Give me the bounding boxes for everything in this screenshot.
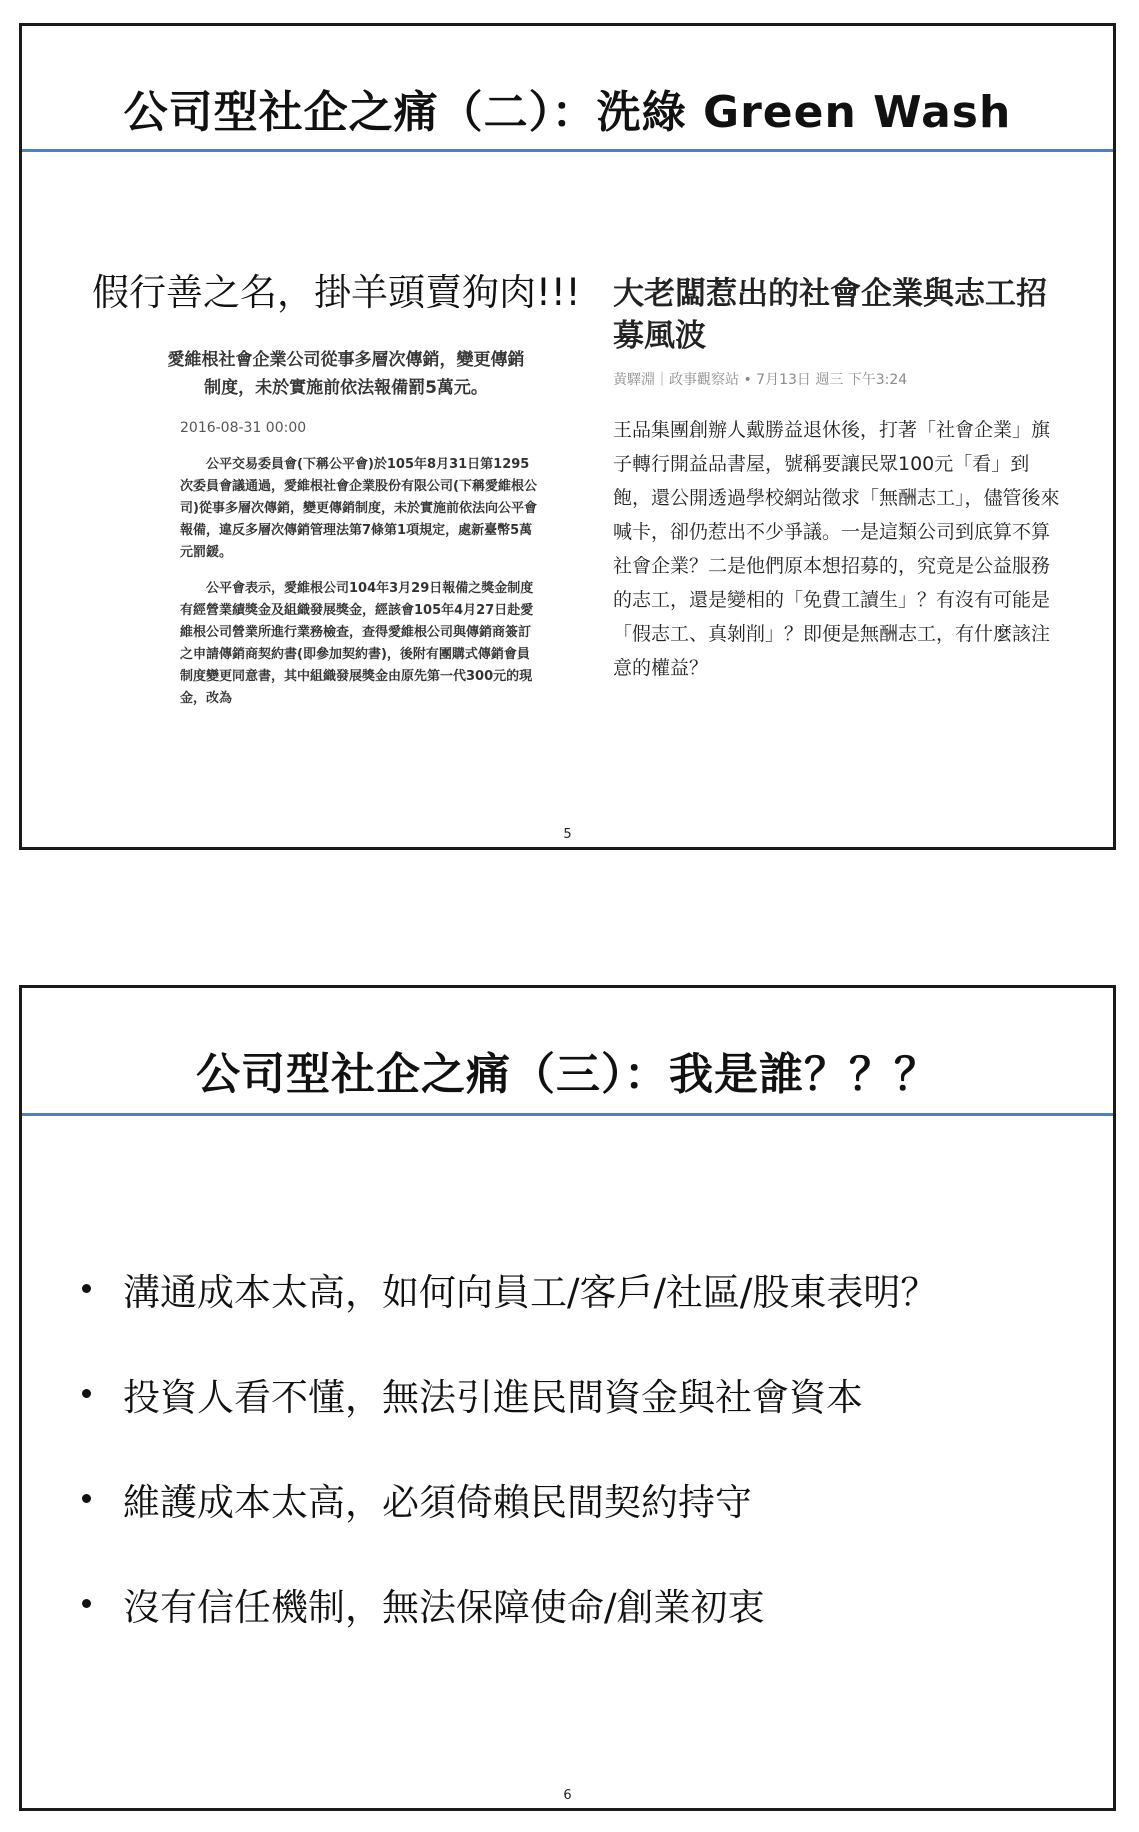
title-divider: [22, 149, 1113, 152]
bullet-list: [82, 1236, 937, 1656]
article-title: 愛維根社會企業公司從事多層次傳銷，變更傳銷制度，未於實施前依法報備罰5萬元。: [167, 350, 525, 398]
clipping-headline: 假行善之名，掛羊頭賣狗肉!!!: [92, 271, 581, 314]
article-paragraph: 公平交易委員會(下稱公平會)於105年8月31日第1295次委員會議通過，愛維根社會企業股份有限公司(下稱愛維根公司)從事多層次傳銷，變更傳銷制度，未於實施前依法向公平會報備，違反多層次傳銷管理法第7條第1項規定，處新臺幣5萬元罰鍰。: [180, 457, 537, 560]
news-clipping-left: [92, 262, 612, 710]
bullet-dot-icon: [82, 1494, 91, 1503]
bullet-item: [82, 1341, 937, 1446]
bullet-text: 溝通成本太高，如何向員工/客戶/社區/股東表明？: [123, 1270, 938, 1314]
bullet-item: [82, 1551, 937, 1656]
bullet-dot-icon: [82, 1599, 91, 1608]
bullet-item: [82, 1446, 937, 1551]
article-byline: 黃驛淵｜政事觀察站 • 7月13日 週三 下午3:24: [613, 372, 908, 388]
bullet-dot-icon: [82, 1284, 91, 1293]
article-body: 王品集團創辦人戴勝益退休後，打著「社會企業」旗子轉行開益品書屋，號稱要讓民眾100元「看」到飽，還公開透過學校網站徵求「無酬志工」，儘管後來喊卡，卻仍惹出不少爭議。一是這類公司到底算不算社會企業？二是他們原本想招募的，究竟是公益服務的志工，還是變相的「免費工讀生」？有沒有可能是「假志工、真剝削」？即便是無酬志工，有什麼該注意的權益？: [613, 419, 1060, 679]
news-clipping-right: [613, 273, 1063, 685]
bullet-text: 維護成本太高，必須倚賴民間契約持守: [123, 1480, 752, 1524]
slide-title: 公司型社企之痛（三）：我是誰？？？: [196, 1049, 939, 1100]
bullet-text: 沒有信任機制，無法保障使命/創業初衷: [123, 1585, 765, 1629]
article-paragraph: 公平會表示，愛維根公司104年3月29日報備之獎金制度有經營業績獎金及組織發展獎金，經該會105年4月27日赴愛維根公司營業所進行業務檢查，查得愛維根公司與傳銷商簽訂之申請傳銷商契約書(即參加契約書)，後附有團購式傳銷會員制度變更同意書，其中組織發展獎金由原先第一代300元的現金，改為: [180, 581, 534, 706]
page-number: 5: [563, 827, 572, 842]
page-number: 6: [563, 1788, 572, 1803]
bullet-dot-icon: [82, 1389, 91, 1398]
title-divider: [22, 1113, 1113, 1116]
bullet-text: 投資人看不懂，無法引進民間資金與社會資本: [123, 1375, 863, 1419]
article-headline: 大老闆惹出的社會企業與志工招募風波: [613, 276, 1047, 354]
slide-5: [19, 23, 1116, 850]
slide-title: 公司型社企之痛（二）：洗綠 Green Wash: [123, 87, 1012, 138]
slide-6: [19, 985, 1116, 1811]
article-date: 2016-08-31 00:00: [180, 420, 307, 436]
bullet-item: [82, 1236, 937, 1341]
